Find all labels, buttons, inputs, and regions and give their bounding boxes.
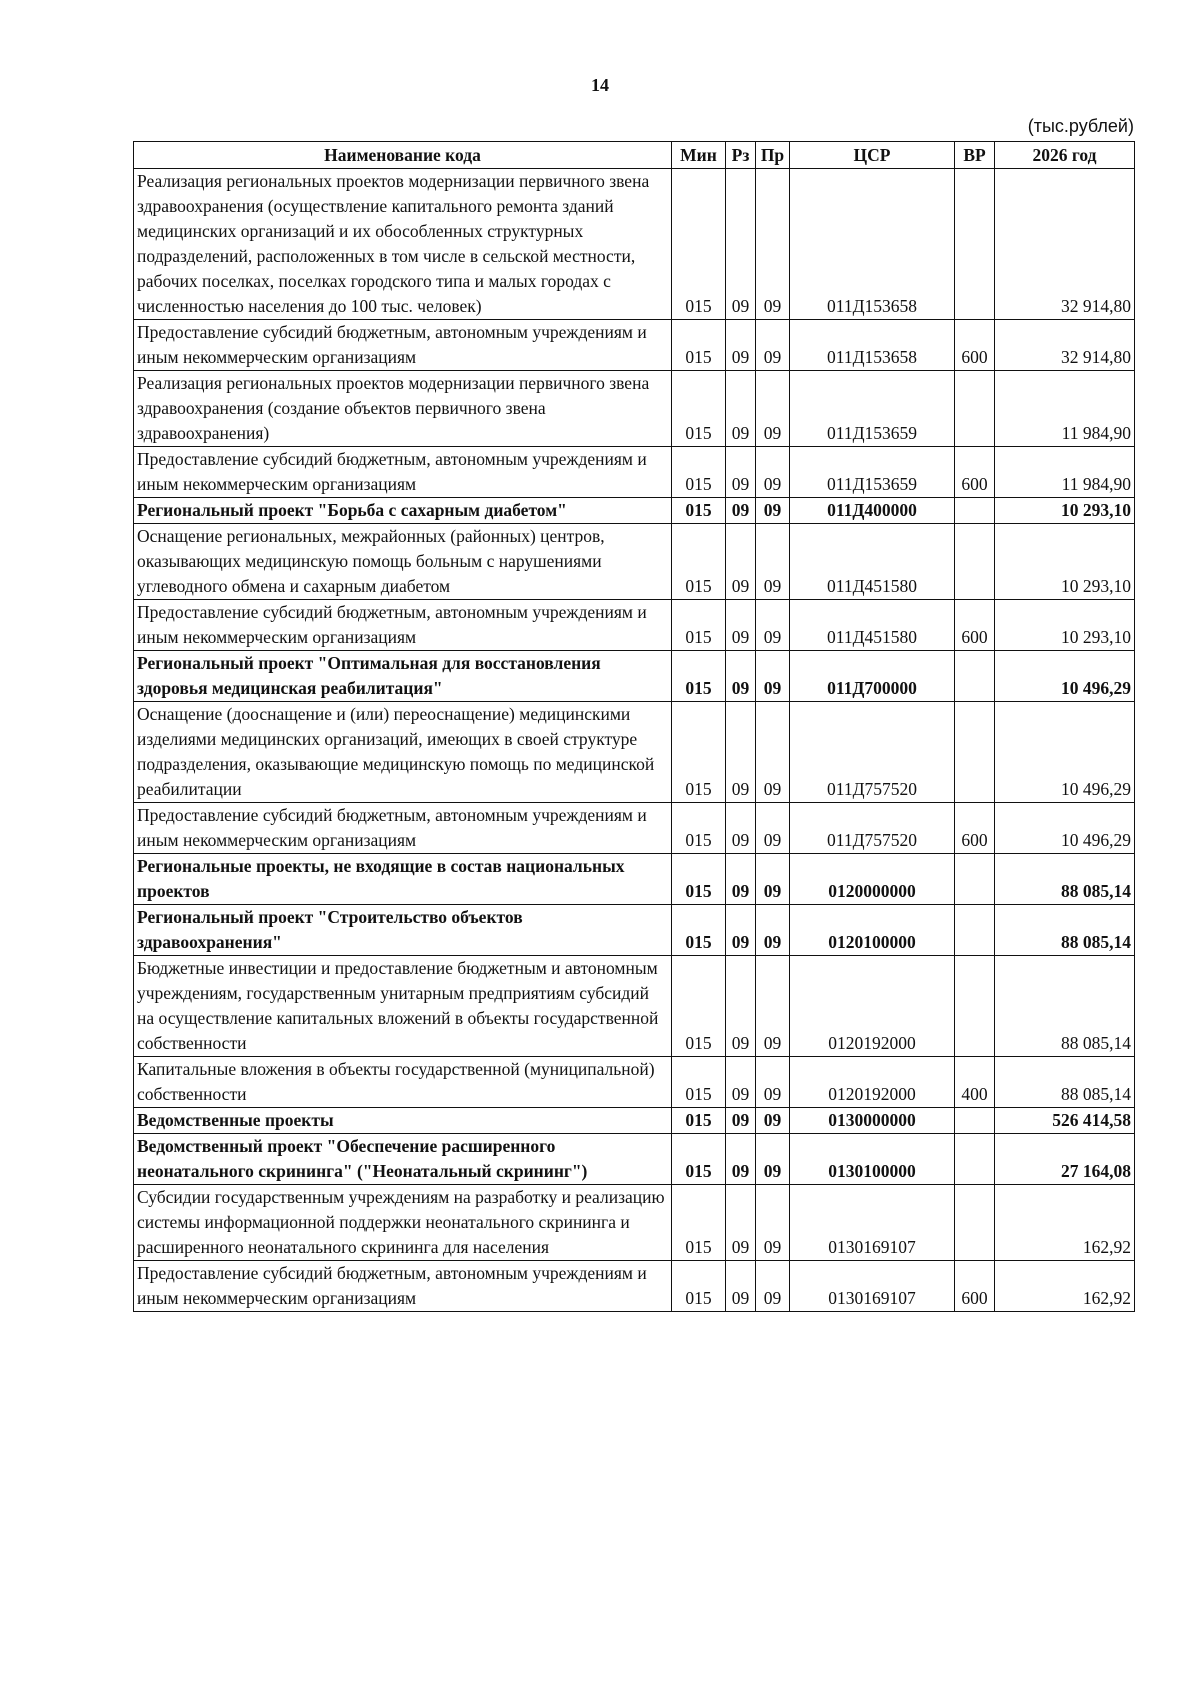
cell-vr [955, 169, 995, 320]
table-row [134, 854, 1135, 905]
cell-name: Региональный проект "Строительство объектов здравоохранения" [134, 905, 672, 956]
cell-rz: 09 [726, 320, 756, 371]
cell-min: 015 [672, 956, 726, 1057]
cell-pr: 09 [756, 1057, 790, 1108]
cell-csr: 0120000000 [790, 854, 955, 905]
cell-min: 015 [672, 371, 726, 447]
cell-amount: 526 414,58 [995, 1108, 1135, 1134]
cell-min: 015 [672, 169, 726, 320]
cell-amount: 10 293,10 [995, 524, 1135, 600]
cell-amount: 88 085,14 [995, 956, 1135, 1057]
table-row [134, 1134, 1135, 1185]
cell-vr [955, 702, 995, 803]
cell-rz: 09 [726, 854, 756, 905]
table-row [134, 447, 1135, 498]
cell-min: 015 [672, 854, 726, 905]
cell-pr: 09 [756, 600, 790, 651]
cell-pr: 09 [756, 956, 790, 1057]
cell-csr: 011Д757520 [790, 702, 955, 803]
cell-amount: 162,92 [995, 1185, 1135, 1261]
cell-min: 015 [672, 498, 726, 524]
table-row [134, 600, 1135, 651]
cell-name: Субсидии государственным учреждениям на разработку и реализацию системы информационной поддержки неонатального скрининга и расширенного неонатального скрининга для населения [134, 1185, 672, 1261]
units-label: (тыс.рублей) [1027, 116, 1134, 136]
cell-amount: 10 496,29 [995, 702, 1135, 803]
header-year: 2026 год [995, 142, 1135, 169]
header-min: Мин [672, 142, 726, 169]
cell-rz: 09 [726, 169, 756, 320]
cell-vr [955, 371, 995, 447]
table-row [134, 1261, 1135, 1312]
cell-vr [955, 524, 995, 600]
budget-table [133, 141, 1135, 1312]
cell-rz: 09 [726, 524, 756, 600]
cell-name: Реализация региональных проектов модернизации первичного звена здравоохранения (осуществление капитального ремонта зданий медицинских организаций и их обособленных структурных подразделений, расположенных в том числе в сельской местности, рабочих поселках, поселках городского типа и малых городах с численностью населения до 100 тыс. человек) [134, 169, 672, 320]
table-row [134, 651, 1135, 702]
cell-csr: 011Д700000 [790, 651, 955, 702]
cell-amount: 32 914,80 [995, 169, 1135, 320]
table-row [134, 1185, 1135, 1261]
cell-rz: 09 [726, 1108, 756, 1134]
cell-pr: 09 [756, 498, 790, 524]
table-row [134, 169, 1135, 320]
table-row [134, 1108, 1135, 1134]
table-row [134, 1057, 1135, 1108]
cell-pr: 09 [756, 524, 790, 600]
cell-rz: 09 [726, 1261, 756, 1312]
cell-min: 015 [672, 1108, 726, 1134]
cell-csr: 011Д757520 [790, 803, 955, 854]
cell-pr: 09 [756, 651, 790, 702]
cell-rz: 09 [726, 1185, 756, 1261]
cell-vr: 600 [955, 803, 995, 854]
cell-name: Оснащение (дооснащение и (или) переоснащение) медицинскими изделиями медицинских организаций, имеющих в своей структуре подразделения, оказывающие медицинскую помощь по медицинской реабилитации [134, 702, 672, 803]
cell-rz: 09 [726, 956, 756, 1057]
cell-amount: 27 164,08 [995, 1134, 1135, 1185]
header-rz: Рз [726, 142, 756, 169]
cell-name: Предоставление субсидий бюджетным, автономным учреждениям и иным некоммерческим организациям [134, 1261, 672, 1312]
cell-name: Региональный проект "Оптимальная для восстановления здоровья медицинская реабилитация" [134, 651, 672, 702]
table-row [134, 905, 1135, 956]
cell-vr: 400 [955, 1057, 995, 1108]
table-row [134, 498, 1135, 524]
cell-vr: 600 [955, 600, 995, 651]
cell-rz: 09 [726, 1134, 756, 1185]
cell-name: Оснащение региональных, межрайонных (районных) центров, оказывающих медицинскую помощь больным с нарушениями углеводного обмена и сахарным диабетом [134, 524, 672, 600]
cell-pr: 09 [756, 320, 790, 371]
cell-csr: 0120192000 [790, 956, 955, 1057]
cell-amount: 10 293,10 [995, 498, 1135, 524]
cell-min: 015 [672, 803, 726, 854]
header-vr: ВР [955, 142, 995, 169]
cell-name: Предоставление субсидий бюджетным, автономным учреждениям и иным некоммерческим организациям [134, 447, 672, 498]
cell-rz: 09 [726, 447, 756, 498]
cell-vr [955, 498, 995, 524]
cell-amount: 11 984,90 [995, 371, 1135, 447]
cell-csr: 0120100000 [790, 905, 955, 956]
cell-pr: 09 [756, 447, 790, 498]
table-row [134, 320, 1135, 371]
cell-pr: 09 [756, 702, 790, 803]
cell-rz: 09 [726, 600, 756, 651]
cell-amount: 10 293,10 [995, 600, 1135, 651]
cell-name: Региональные проекты, не входящие в состав национальных проектов [134, 854, 672, 905]
cell-min: 015 [672, 447, 726, 498]
cell-amount: 10 496,29 [995, 803, 1135, 854]
cell-min: 015 [672, 1185, 726, 1261]
cell-amount: 162,92 [995, 1261, 1135, 1312]
cell-csr: 011Д451580 [790, 524, 955, 600]
header-name: Наименование кода [134, 142, 672, 169]
cell-min: 015 [672, 524, 726, 600]
cell-min: 015 [672, 651, 726, 702]
cell-pr: 09 [756, 854, 790, 905]
page-number: 14 [591, 75, 609, 95]
cell-name: Предоставление субсидий бюджетным, автономным учреждениям и иным некоммерческим организациям [134, 803, 672, 854]
cell-vr: 600 [955, 1261, 995, 1312]
cell-pr: 09 [756, 1261, 790, 1312]
cell-csr: 011Д153658 [790, 320, 955, 371]
cell-name: Предоставление субсидий бюджетным, автономным учреждениям и иным некоммерческим организациям [134, 600, 672, 651]
cell-min: 015 [672, 1261, 726, 1312]
cell-pr: 09 [756, 169, 790, 320]
table-row [134, 702, 1135, 803]
cell-rz: 09 [726, 905, 756, 956]
cell-rz: 09 [726, 498, 756, 524]
cell-amount: 88 085,14 [995, 1057, 1135, 1108]
cell-vr [955, 1108, 995, 1134]
cell-amount: 88 085,14 [995, 905, 1135, 956]
cell-csr: 0130169107 [790, 1185, 955, 1261]
cell-min: 015 [672, 1134, 726, 1185]
cell-pr: 09 [756, 371, 790, 447]
cell-csr: 0130000000 [790, 1108, 955, 1134]
cell-rz: 09 [726, 702, 756, 803]
cell-rz: 09 [726, 371, 756, 447]
cell-vr [955, 854, 995, 905]
cell-vr [955, 956, 995, 1057]
table-row [134, 956, 1135, 1057]
cell-pr: 09 [756, 1134, 790, 1185]
cell-rz: 09 [726, 651, 756, 702]
cell-csr: 011Д451580 [790, 600, 955, 651]
table-row [134, 803, 1135, 854]
table-row [134, 371, 1135, 447]
header-pr: Пр [756, 142, 790, 169]
cell-name: Ведомственный проект "Обеспечение расширенного неонатального скрининга" ("Неонатальный скрининг") [134, 1134, 672, 1185]
cell-amount: 10 496,29 [995, 651, 1135, 702]
table-row [134, 524, 1135, 600]
cell-name: Региональный проект "Борьба с сахарным диабетом" [134, 498, 672, 524]
cell-csr: 0130100000 [790, 1134, 955, 1185]
cell-csr: 0130169107 [790, 1261, 955, 1312]
cell-name: Реализация региональных проектов модернизации первичного звена здравоохранения (создание объектов первичного звена здравоохранения) [134, 371, 672, 447]
cell-vr: 600 [955, 320, 995, 371]
cell-vr [955, 1134, 995, 1185]
cell-pr: 09 [756, 1108, 790, 1134]
table-header-row [134, 142, 1135, 169]
cell-csr: 011Д153659 [790, 447, 955, 498]
cell-min: 015 [672, 320, 726, 371]
cell-min: 015 [672, 702, 726, 803]
header-csr: ЦСР [790, 142, 955, 169]
cell-pr: 09 [756, 1185, 790, 1261]
cell-csr: 0120192000 [790, 1057, 955, 1108]
cell-min: 015 [672, 905, 726, 956]
cell-name: Бюджетные инвестиции и предоставление бюджетным и автономным учреждениям, государственным унитарным предприятиям субсидий на осуществление капитальных вложений в объекты государственной собственности [134, 956, 672, 1057]
cell-amount: 32 914,80 [995, 320, 1135, 371]
cell-csr: 011Д153658 [790, 169, 955, 320]
cell-vr [955, 1185, 995, 1261]
cell-rz: 09 [726, 803, 756, 854]
cell-csr: 011Д153659 [790, 371, 955, 447]
cell-name: Капитальные вложения в объекты государственной (муниципальной) собственности [134, 1057, 672, 1108]
cell-rz: 09 [726, 1057, 756, 1108]
cell-min: 015 [672, 600, 726, 651]
cell-name: Ведомственные проекты [134, 1108, 672, 1134]
cell-name: Предоставление субсидий бюджетным, автономным учреждениям и иным некоммерческим организациям [134, 320, 672, 371]
cell-vr: 600 [955, 447, 995, 498]
cell-pr: 09 [756, 803, 790, 854]
cell-amount: 11 984,90 [995, 447, 1135, 498]
cell-pr: 09 [756, 905, 790, 956]
table-body [134, 169, 1135, 1312]
cell-vr [955, 905, 995, 956]
cell-amount: 88 085,14 [995, 854, 1135, 905]
cell-vr [955, 651, 995, 702]
cell-csr: 011Д400000 [790, 498, 955, 524]
cell-min: 015 [672, 1057, 726, 1108]
